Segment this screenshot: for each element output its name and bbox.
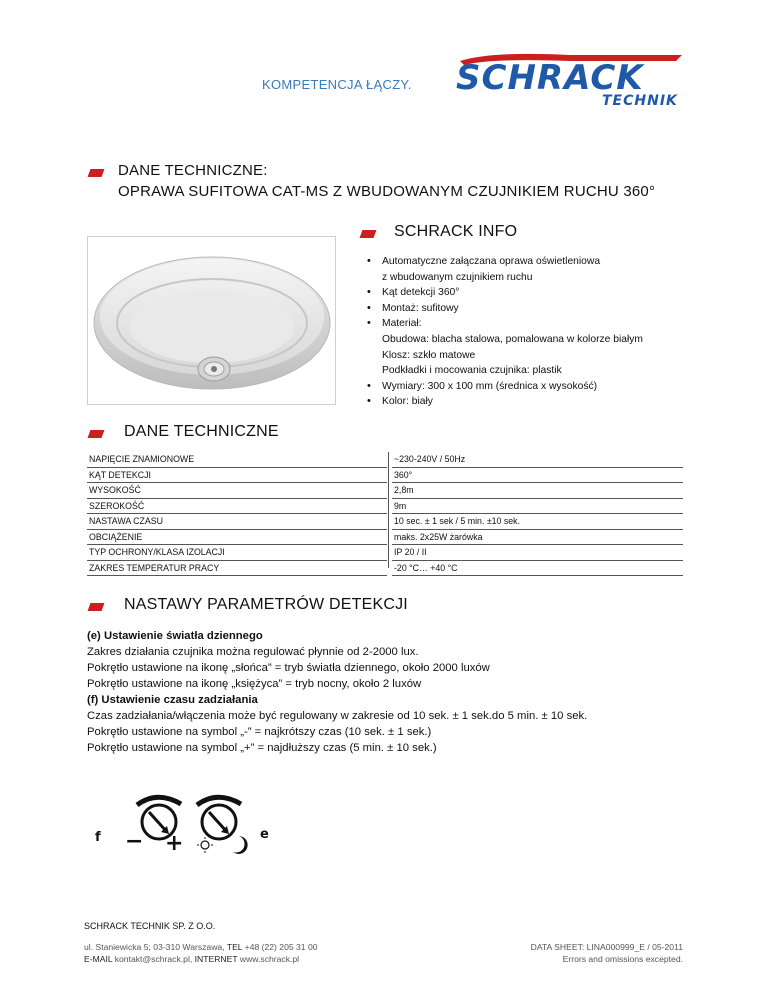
- disclaimer: Errors and omissions excepted.: [562, 954, 683, 964]
- info-marker: [360, 230, 377, 238]
- spec-value: ~230-240V / 50Hz: [394, 454, 466, 464]
- dial-diagram: [95, 790, 295, 860]
- ceiling-lamp-image: [87, 236, 336, 405]
- spec-row: [392, 545, 683, 561]
- spec-value: IP 20 / II: [394, 547, 427, 557]
- spec-row: [392, 499, 683, 515]
- spec-row: [87, 468, 387, 484]
- info-item: • Montaż: sufitowy: [365, 301, 643, 317]
- tel-label: TEL: [226, 942, 243, 952]
- spec-row: [392, 530, 683, 546]
- detection-text: [87, 628, 587, 756]
- dial-e-label: e: [260, 827, 269, 842]
- spec-row: [392, 514, 683, 530]
- spec-label: WYSOKOŚĆ: [89, 485, 141, 495]
- email-label: E-MAIL: [84, 954, 113, 964]
- datasheet-id: DATA SHEET: LINA000999_E / 05-2011: [530, 942, 683, 952]
- info-list: [365, 254, 643, 410]
- tel: +48 (22) 205 31 00: [244, 942, 318, 952]
- spec-row: [87, 483, 387, 499]
- info-item: • Materiał:: [365, 316, 643, 332]
- spec-row: [87, 514, 387, 530]
- dial-minus: −: [125, 829, 144, 854]
- footer-address: [84, 941, 318, 965]
- moon-icon: [233, 836, 248, 854]
- email-link[interactable]: kontakt@schrack.pl,: [114, 954, 193, 964]
- spec-label: OBCIĄŻENIE: [89, 531, 143, 542]
- spec-labels: [87, 452, 387, 576]
- website-link[interactable]: www.schrack.pl: [239, 954, 300, 964]
- schrack-logo: [450, 53, 684, 111]
- footer-company: SCHRACK TECHNIK SP. Z O.O.: [84, 921, 216, 931]
- info-item: Obudowa: blacha stalowa, pomalowana w kolorze białym: [382, 333, 643, 345]
- spec-row: [392, 561, 683, 577]
- address: ul. Staniewicka 5; 03-310 Warszawa,: [84, 942, 225, 952]
- detection-line: Pokrętło ustawione na ikonę „księżyca” = tryb nocny, około 2 luxów: [87, 678, 422, 690]
- spec-divider: [388, 452, 389, 568]
- internet-label: INTERNET: [194, 954, 238, 964]
- spec-values: [392, 452, 683, 576]
- spec-value: maks. 2x25W żarówka: [394, 531, 483, 542]
- title-line2: OPRAWA SUFITOWA CAT-MS Z WBUDOWANYM CZUJNIKIEM RUCHU 360°: [118, 183, 656, 200]
- title-marker: [88, 169, 105, 177]
- footer-datasheet: [531, 941, 683, 965]
- detection-subheading: (f) Ustawienie czasu zadziałania: [87, 694, 258, 706]
- info-item: Podkładki i mocowania czujnika: plastik: [382, 365, 562, 377]
- dial-plus: +: [165, 831, 184, 856]
- detection-marker: [88, 603, 105, 611]
- spec-row: [87, 499, 387, 515]
- spec-row: [87, 530, 387, 546]
- detection-line: Pokrętło ustawione na symbol „-” = najkrótszy czas (10 sek. ± 1 sek.): [87, 726, 432, 738]
- detection-subheading: (e) Ustawienie światła dziennego: [87, 630, 263, 642]
- spec-value: -20 °C… +40 °C: [394, 562, 458, 573]
- logo-sub: TECHNIK: [602, 93, 678, 109]
- detection-line: Czas zadziałania/włączenia może być regulowany w zakresie od 10 sek. ± 1 sek.do 5 min. ± 10 sek.: [87, 710, 588, 722]
- info-item: Klosz: szkło matowe: [382, 349, 476, 361]
- spec-label: NASTAWA CZASU: [89, 516, 163, 526]
- info-item: • Wymiary: 300 x 100 mm (średnica x wysokość): [365, 379, 643, 395]
- spec-row: [392, 468, 683, 484]
- spec-row: [392, 452, 683, 468]
- logo-main: SCHRACK: [456, 58, 644, 98]
- spec-label: SZEROKOŚĆ: [89, 500, 145, 511]
- spec-row: [87, 452, 387, 468]
- info-item: • Automatyczne załączana oprawa oświetleniowa: [365, 254, 643, 270]
- spec-value: 360°: [394, 469, 413, 480]
- spec-value: 2,8m: [394, 485, 414, 495]
- spec-label: TYP OCHRONY/KLASA IZOLACJI: [89, 547, 225, 557]
- specs-marker: [88, 430, 105, 438]
- spec-row: [87, 545, 387, 561]
- info-item: z wbudowanym czujnikiem ruchu: [382, 271, 533, 283]
- spec-label: KĄT DETEKCJI: [89, 469, 151, 480]
- specs-heading: DANE TECHNICZNE: [124, 423, 279, 440]
- detection-heading: NASTAWY PARAMETRÓW DETEKCJI: [124, 596, 408, 613]
- tagline: KOMPETENCJA ŁĄCZY.: [262, 77, 412, 92]
- info-item: • Kąt detekcji 360°: [365, 285, 643, 301]
- detection-line: Pokrętło ustawione na symbol „+” = najdłuższy czas (5 min. ± 10 sek.): [87, 742, 437, 754]
- detection-line: Zakres działania czujnika można regulować płynnie od 2-2000 lux.: [87, 646, 419, 658]
- spec-value: 10 sec. ± 1 sek / 5 min. ±10 sek.: [394, 516, 521, 526]
- info-item: • Kolor: biały: [365, 394, 643, 410]
- spec-label: NAPIĘCIE ZNAMIONOWE: [89, 454, 195, 464]
- info-heading: SCHRACK INFO: [394, 223, 518, 240]
- spec-value: 9m: [394, 500, 407, 511]
- sun-icon: [197, 837, 213, 853]
- dial-f-label: f: [95, 830, 101, 845]
- title-line1: DANE TECHNICZNE:: [118, 162, 268, 179]
- spec-row: [392, 483, 683, 499]
- spec-label: ZAKRES TEMPERATUR PRACY: [89, 562, 220, 573]
- detection-line: Pokrętło ustawione na ikonę „słońca” = tryb światła dziennego, około 2000 luxów: [87, 662, 490, 674]
- spec-row: [87, 561, 387, 577]
